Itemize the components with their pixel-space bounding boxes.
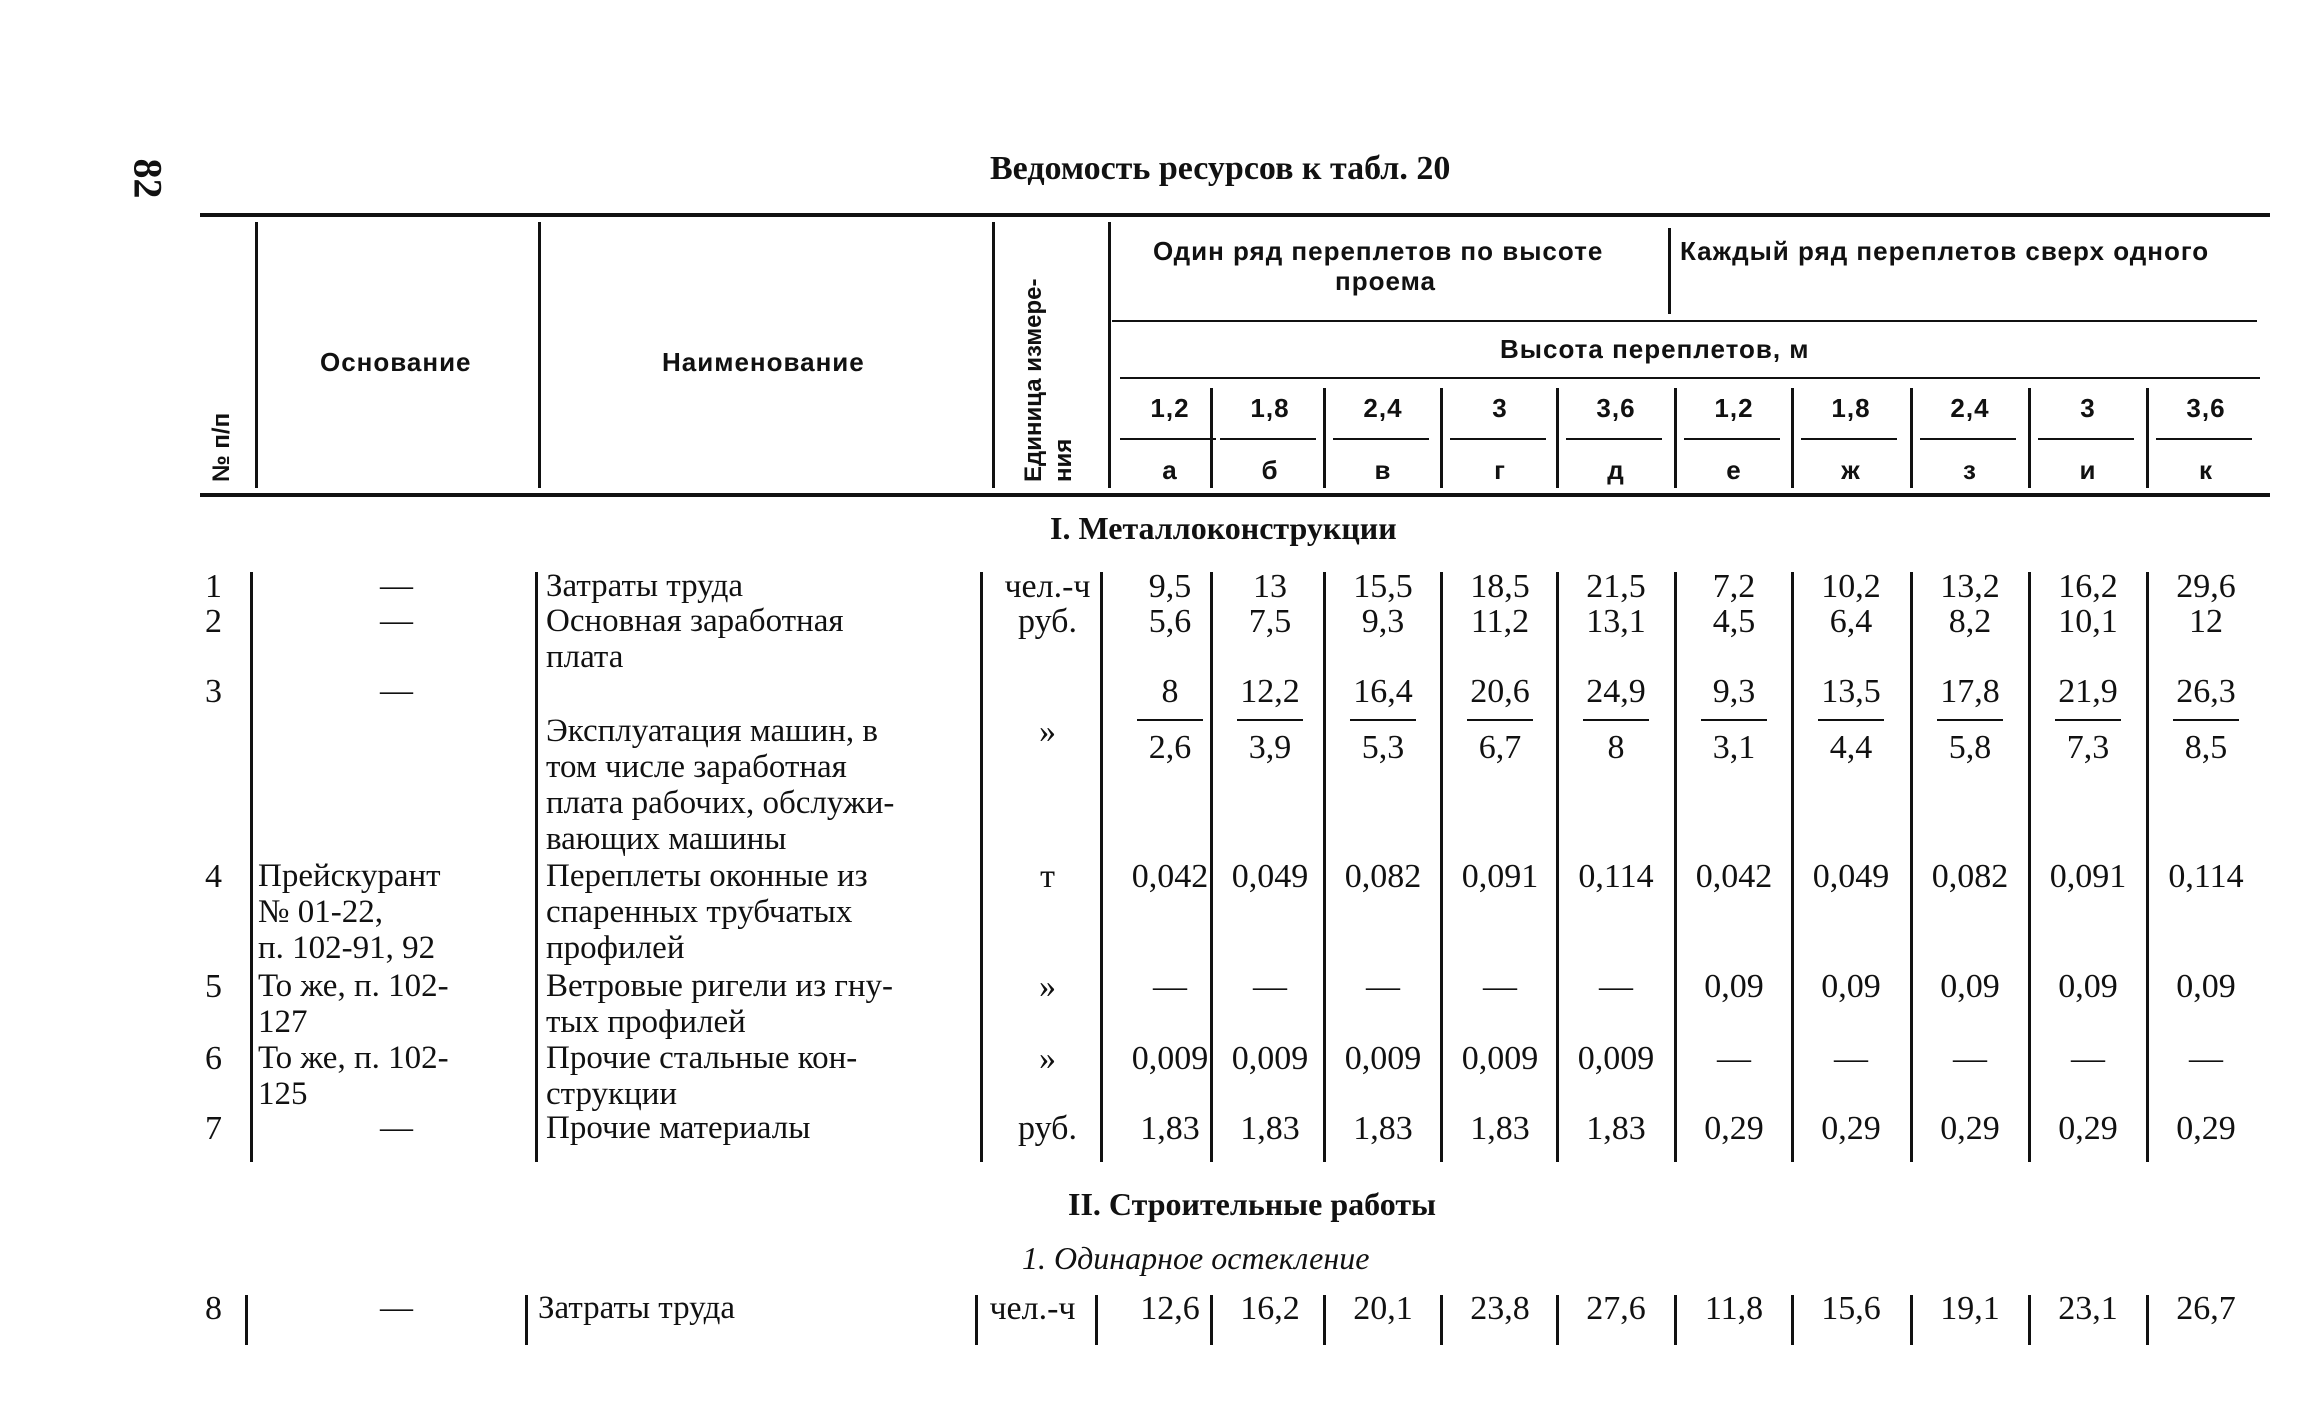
height-rule xyxy=(1120,438,1216,440)
row-name: вающих машины xyxy=(546,821,787,857)
row-value: 12 xyxy=(2189,603,2223,640)
letter-label: в xyxy=(1374,455,1392,485)
row-value: 0,082 xyxy=(1344,858,1422,895)
row-value: 13,1 xyxy=(1586,603,1646,640)
row-unit: » xyxy=(1039,1040,1056,1077)
header-height-label: Высота переплетов, м xyxy=(1500,334,1810,364)
row-unit: чел.-ч xyxy=(989,1290,1076,1327)
row-value: 1,83 xyxy=(1353,1110,1413,1147)
body-divider xyxy=(1910,1295,1913,1345)
row-value: 27,6 xyxy=(1586,1290,1646,1327)
row-value: 7,5 xyxy=(1248,603,1292,640)
header-group-rule xyxy=(1112,320,2257,322)
row-value: 20,1 xyxy=(1353,1290,1413,1327)
header-name: Наименование xyxy=(662,347,865,377)
row-value: 0,091 xyxy=(2049,858,2127,895)
row-denominator: 5,8 xyxy=(1948,729,1992,766)
row-value: — xyxy=(2071,1040,2105,1077)
row-value: 0,009 xyxy=(1131,1040,1209,1077)
row-value: 0,009 xyxy=(1461,1040,1539,1077)
header-height-rule xyxy=(1120,377,2260,379)
height-value: 1,2 xyxy=(1150,393,1190,423)
row-value: 10,2 xyxy=(1821,568,1881,605)
row-name: Прочие материалы xyxy=(546,1110,811,1146)
height-value: 3,6 xyxy=(2186,393,2226,423)
row-numerator: 26,3 xyxy=(2176,673,2236,710)
letter-label: е xyxy=(1726,455,1742,485)
row-value: 10,1 xyxy=(2058,603,2118,640)
row-value: 0,09 xyxy=(2176,968,2236,1005)
height-rule xyxy=(1450,438,1546,440)
body-divider xyxy=(1210,1295,1213,1345)
row-value: 1,83 xyxy=(1586,1110,1646,1147)
row-unit: руб. xyxy=(1018,1110,1077,1147)
row-value: 0,009 xyxy=(1344,1040,1422,1077)
body-divider xyxy=(1791,572,1794,1162)
header-divider xyxy=(1108,222,1111,488)
fraction-bar xyxy=(1350,719,1416,721)
body-divider xyxy=(1674,572,1677,1162)
height-value: 2,4 xyxy=(1950,393,1990,423)
fraction-bar xyxy=(1237,719,1303,721)
row-numerator: 12,2 xyxy=(1240,673,1300,710)
row-number: 6 xyxy=(205,1040,222,1077)
row-basis: То же, п. 102- xyxy=(258,1040,449,1076)
row-basis: 125 xyxy=(258,1076,308,1112)
header-divider xyxy=(1674,388,1677,488)
section-title: II. Строительные работы xyxy=(1068,1186,1437,1222)
row-basis: № 01-22, xyxy=(258,894,383,930)
row-denominator: 3,1 xyxy=(1712,729,1756,766)
row-value: — xyxy=(1717,1040,1751,1077)
row-value: 1,83 xyxy=(1240,1110,1300,1147)
row-denominator: 6,7 xyxy=(1478,729,1522,766)
row-value: 0,091 xyxy=(1461,858,1539,895)
body-divider xyxy=(980,572,983,1162)
body-divider xyxy=(1440,1295,1443,1345)
row-number: 3 xyxy=(205,673,222,710)
height-value: 3,6 xyxy=(1596,393,1636,423)
row-number: 5 xyxy=(205,968,222,1005)
fraction-bar xyxy=(1701,719,1767,721)
row-name: Основная заработная xyxy=(546,603,844,639)
subsection-title: 1. Одинарное остекление xyxy=(1022,1240,1370,1276)
row-value: — xyxy=(1253,968,1287,1005)
row-name: Прочие стальные кон- xyxy=(546,1040,858,1076)
row-denominator: 5,3 xyxy=(1361,729,1405,766)
row-value: 1,83 xyxy=(1470,1110,1530,1147)
row-unit: » xyxy=(1039,968,1056,1005)
row-value: 7,2 xyxy=(1712,568,1756,605)
row-value: — xyxy=(1366,968,1400,1005)
letter-label: а xyxy=(1162,455,1178,485)
body-divider xyxy=(535,572,538,1162)
height-rule xyxy=(2156,438,2252,440)
row-value: 18,5 xyxy=(1470,568,1530,605)
row-name: плата рабочих, обслужи- xyxy=(546,785,895,821)
height-rule xyxy=(1566,438,1662,440)
row-numerator: 8 xyxy=(1161,673,1179,710)
row-value: — xyxy=(1483,968,1517,1005)
row-denominator: 3,9 xyxy=(1248,729,1292,766)
page-number: 82 xyxy=(125,158,171,199)
fraction-bar xyxy=(1583,719,1649,721)
fraction-bar xyxy=(1467,719,1533,721)
header-basis: Основание xyxy=(320,347,472,377)
row-value: 11,2 xyxy=(1470,603,1530,640)
row-value: 19,1 xyxy=(1940,1290,2000,1327)
header-divider xyxy=(2028,388,2031,488)
row-unit: т xyxy=(1040,858,1055,895)
row-value: 0,009 xyxy=(1577,1040,1655,1077)
body-divider xyxy=(245,1295,248,1345)
letter-label: з xyxy=(1963,455,1977,485)
page-title: Ведомость ресурсов к табл. 20 xyxy=(990,150,1451,187)
row-value: — xyxy=(2189,1040,2223,1077)
body-divider xyxy=(2146,1295,2149,1345)
body-divider xyxy=(1791,1295,1794,1345)
row-name: профилей xyxy=(546,930,685,966)
row-value: — xyxy=(1153,968,1187,1005)
body-divider xyxy=(1910,572,1913,1162)
letter-label: к xyxy=(2198,455,2213,485)
row-denominator: 4,4 xyxy=(1829,729,1873,766)
height-value: 1,8 xyxy=(1250,393,1290,423)
height-rule xyxy=(1333,438,1429,440)
row-value: 0,114 xyxy=(2168,858,2244,895)
height-rule xyxy=(1801,438,1897,440)
row-value: 0,114 xyxy=(1578,858,1654,895)
row-denominator: 8 xyxy=(1607,729,1625,766)
row-value: 16,2 xyxy=(1240,1290,1300,1327)
header-divider xyxy=(255,222,258,488)
row-value: 0,29 xyxy=(1704,1110,1764,1147)
row-value: 23,1 xyxy=(2058,1290,2118,1327)
row-name: Эксплуатация машин, в xyxy=(546,713,878,749)
row-value: 0,29 xyxy=(1940,1110,2000,1147)
row-name: тых профилей xyxy=(546,1004,746,1040)
row-value: 5,6 xyxy=(1148,603,1192,640)
header-divider xyxy=(1910,388,1913,488)
row-basis: — xyxy=(380,603,413,639)
row-value: 15,5 xyxy=(1353,568,1413,605)
body-divider xyxy=(1210,572,1213,1162)
body-divider xyxy=(1323,572,1326,1162)
row-name: спаренных трубчатых xyxy=(546,894,853,930)
row-name: струкции xyxy=(546,1076,678,1112)
height-rule xyxy=(1220,438,1316,440)
row-basis: — xyxy=(380,1110,413,1146)
row-unit: » xyxy=(1039,713,1056,750)
row-basis: — xyxy=(380,1290,413,1326)
height-value: 2,4 xyxy=(1363,393,1403,423)
header-divider xyxy=(1323,388,1326,488)
header-divider xyxy=(1210,388,1213,488)
header-group-one-row-line1: Один ряд переплетов по высоте xyxy=(1153,236,1604,266)
header-divider xyxy=(538,222,541,488)
fraction-bar xyxy=(1137,719,1203,721)
row-name: Затраты труда xyxy=(546,568,744,604)
row-value: 6,4 xyxy=(1829,603,1873,640)
row-name: Затраты труда xyxy=(538,1290,736,1326)
row-value: 0,009 xyxy=(1231,1040,1309,1077)
row-numerator: 13,5 xyxy=(1821,673,1881,710)
header-divider xyxy=(1440,388,1443,488)
row-name: плата xyxy=(546,639,624,675)
row-denominator: 8,5 xyxy=(2184,729,2228,766)
row-value: — xyxy=(1599,968,1633,1005)
body-divider xyxy=(2028,1295,2031,1345)
row-value: 13 xyxy=(1253,568,1287,605)
row-value: 0,29 xyxy=(2058,1110,2118,1147)
header-divider xyxy=(1556,388,1559,488)
row-numerator: 20,6 xyxy=(1470,673,1530,710)
row-basis: 127 xyxy=(258,1004,308,1040)
section-title: I. Металлоконструкции xyxy=(1050,510,1397,546)
row-number: 1 xyxy=(205,568,222,605)
letter-label: г xyxy=(1494,455,1506,485)
row-value: 0,042 xyxy=(1131,858,1209,895)
body-divider xyxy=(1095,1295,1098,1345)
height-value: 1,2 xyxy=(1714,393,1754,423)
body-divider xyxy=(1323,1295,1326,1345)
body-divider xyxy=(1556,572,1559,1162)
header-divider xyxy=(1668,228,1671,314)
row-value: 23,8 xyxy=(1470,1290,1530,1327)
row-value: 13,2 xyxy=(1940,568,2000,605)
row-value: 11,8 xyxy=(1704,1290,1764,1327)
letter-label: д xyxy=(1607,455,1625,485)
row-numerator: 16,4 xyxy=(1353,673,1413,710)
row-numerator: 21,9 xyxy=(2058,673,2118,710)
row-number: 4 xyxy=(205,858,222,895)
header-top-rule xyxy=(200,213,2270,217)
row-name: Переплеты оконные из xyxy=(546,858,868,894)
row-number: 2 xyxy=(205,603,222,640)
row-value: 0,049 xyxy=(1812,858,1890,895)
body-divider xyxy=(2028,572,2031,1162)
row-numerator: 24,9 xyxy=(1586,673,1646,710)
row-unit: чел.-ч xyxy=(1004,568,1091,605)
row-value: 9,3 xyxy=(1361,603,1405,640)
row-basis: То же, п. 102- xyxy=(258,968,449,1004)
row-number: 8 xyxy=(205,1290,222,1327)
row-value: 0,09 xyxy=(1704,968,1764,1005)
fraction-bar xyxy=(2055,719,2121,721)
fraction-bar xyxy=(2173,719,2239,721)
height-value: 3 xyxy=(2080,393,2096,423)
row-value: 12,6 xyxy=(1140,1290,1200,1327)
body-divider xyxy=(2146,572,2149,1162)
height-rule xyxy=(1920,438,2016,440)
row-basis: п. 102-91, 92 xyxy=(258,930,436,966)
header-bottom-rule xyxy=(200,493,2270,497)
row-value: 16,2 xyxy=(2058,568,2118,605)
row-numerator: 9,3 xyxy=(1712,673,1756,710)
row-number: 7 xyxy=(205,1110,222,1147)
body-divider xyxy=(525,1295,528,1345)
height-value: 3 xyxy=(1492,393,1508,423)
letter-label: и xyxy=(2079,455,2097,485)
fraction-bar xyxy=(1818,719,1884,721)
row-denominator: 7,3 xyxy=(2066,729,2110,766)
row-value: 0,09 xyxy=(1821,968,1881,1005)
row-value: 0,049 xyxy=(1231,858,1309,895)
row-denominator: 2,6 xyxy=(1148,729,1192,766)
fraction-bar xyxy=(1937,719,2003,721)
row-value: 0,09 xyxy=(1940,968,2000,1005)
row-value: 1,83 xyxy=(1140,1110,1200,1147)
row-value: 15,6 xyxy=(1821,1290,1881,1327)
height-value: 1,8 xyxy=(1831,393,1871,423)
letter-label: ж xyxy=(1841,455,1861,485)
height-rule xyxy=(1684,438,1780,440)
header-num: № п/п xyxy=(208,412,235,482)
row-basis: Прейскурант xyxy=(258,858,441,894)
header-group-each-row: Каждый ряд переплетов сверх одного xyxy=(1680,236,2210,266)
row-numerator: 17,8 xyxy=(1940,673,2000,710)
header-unit-line2: ния xyxy=(1050,438,1077,482)
row-basis: — xyxy=(380,568,413,604)
row-value: 4,5 xyxy=(1712,603,1756,640)
body-divider xyxy=(1100,572,1103,1162)
row-value: 26,7 xyxy=(2176,1290,2236,1327)
row-value: 0,09 xyxy=(2058,968,2118,1005)
body-divider xyxy=(1440,572,1443,1162)
body-divider xyxy=(250,572,253,1162)
header-group-one-row-line2: проема xyxy=(1335,266,1436,296)
row-unit: руб. xyxy=(1018,603,1077,640)
row-value: 0,29 xyxy=(1821,1110,1881,1147)
body-divider xyxy=(975,1295,978,1345)
row-basis: — xyxy=(380,673,413,709)
letter-label: б xyxy=(1261,455,1279,485)
row-name: Ветровые ригели из гну- xyxy=(546,968,894,1004)
row-value: 9,5 xyxy=(1148,568,1192,605)
row-value: 0,29 xyxy=(2176,1110,2236,1147)
row-value: 0,082 xyxy=(1931,858,2009,895)
body-divider xyxy=(1556,1295,1559,1345)
row-value: — xyxy=(1953,1040,1987,1077)
header-divider xyxy=(992,222,995,488)
header-unit-line1: Единица измере- xyxy=(1020,278,1047,482)
row-value: 0,042 xyxy=(1695,858,1773,895)
height-rule xyxy=(2038,438,2134,440)
row-name: том числе заработная xyxy=(546,749,847,785)
row-value: 8,2 xyxy=(1948,603,1992,640)
header-divider xyxy=(2146,388,2149,488)
row-value: 29,6 xyxy=(2176,568,2236,605)
body-divider xyxy=(1674,1295,1677,1345)
row-value: 21,5 xyxy=(1586,568,1646,605)
row-value: — xyxy=(1834,1040,1868,1077)
header-divider xyxy=(1791,388,1794,488)
